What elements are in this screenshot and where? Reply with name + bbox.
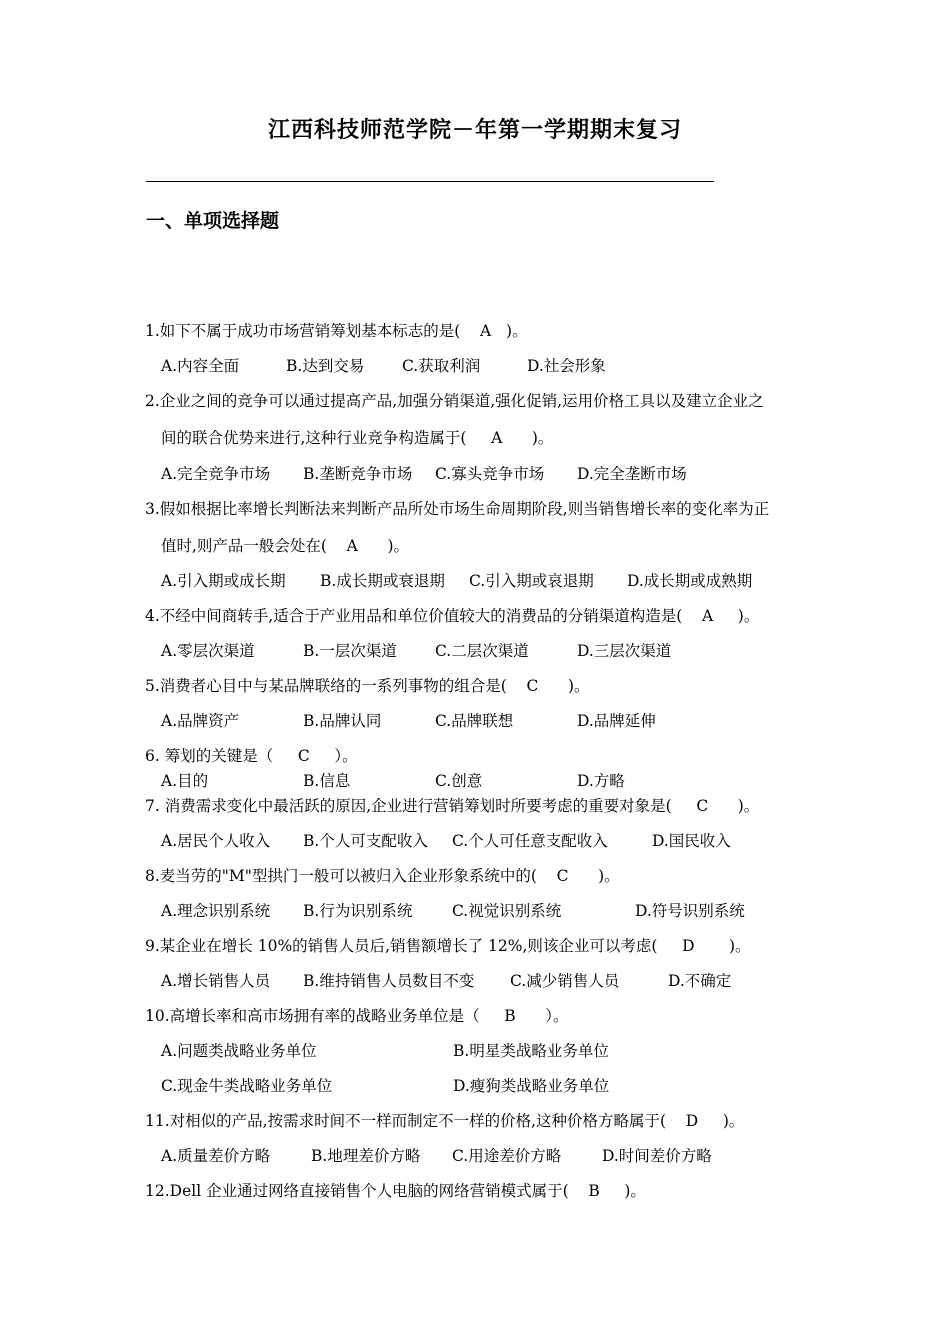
q7-option-a: A.居民个人收入 [161,832,271,850]
q5-option-c: C.品牌联想 [435,712,514,730]
q1-option-b: B.达到交易 [286,357,365,375]
q5-option-a: A.品牌资产 [161,712,240,730]
question-1-stem: 1.如下不属于成功市场营销筹划基本标志的是( A )。 [145,322,528,340]
q8-option-c: C.视觉识别系统 [452,902,562,920]
q11-option-a: A.质量差价方略 [161,1147,271,1165]
q11-option-c: C.用途差价方略 [452,1147,562,1165]
q8-option-d: D.符号识别系统 [635,902,745,920]
q4-option-b: B.一层次渠道 [303,642,397,660]
q7-option-c: C.个人可任意支配收入 [452,832,608,850]
question-12-stem: 12.Dell 企业通过网络直接销售个人电脑的网络营销模式属于( B )。 [145,1182,646,1200]
q9-option-b: B.维持销售人员数目不变 [303,972,475,990]
question-2-stem: 2.企业之间的竞争可以通过提高产品,加强分销渠道,强化促销,运用价格工具以及建立企业之 [145,392,764,410]
question-3-stem-cont: 值时,则产品一般会处在( A )。 [161,537,409,555]
q10-option-a: A.问题类战略业务单位 [161,1042,317,1060]
question-6-stem: 6. 筹划的关键是（ C ）。 [145,747,358,765]
q6-option-c: C.创意 [435,772,483,790]
q6-option-b: B.信息 [303,772,351,790]
q2-option-c: C.寡头竞争市场 [435,465,545,483]
q8-option-b: B.行为识别系统 [303,902,413,920]
q3-option-a: A.引入期或成长期 [161,572,286,590]
q10-option-c: C.现金牛类战略业务单位 [161,1077,333,1095]
q3-option-c: C.引入期或哀退期 [469,572,594,590]
q5-option-d: D.品牌延伸 [577,712,656,730]
section-heading: 一、单项选择题 [146,210,280,232]
q2-option-b: B.垄断竞争市场 [303,465,413,483]
q9-option-a: A.增长销售人员 [161,972,271,990]
q2-option-a: A.完全竞争市场 [161,465,271,483]
q4-option-c: C.二层次渠道 [435,642,529,660]
q6-option-a: A.目的 [161,772,209,790]
q10-option-d: D.瘦狗类战略业务单位 [453,1077,610,1095]
question-11-stem: 11.对相似的产品,按需求时间不一样而制定不一样的价格,这种价格方略属于( D )。 [145,1112,745,1130]
title-divider [146,181,714,182]
q7-option-d: D.国民收入 [652,832,731,850]
q1-option-d: D.社会形象 [527,357,606,375]
q4-option-a: A.零层次渠道 [161,642,255,660]
q11-option-d: D.时间差价方略 [602,1147,712,1165]
question-10-stem: 10.高增长率和高市场拥有率的战略业务单位是（ B ）。 [145,1007,569,1025]
q10-option-b: B.明星类战略业务单位 [453,1042,609,1060]
q5-option-b: B.品牌认同 [303,712,382,730]
q3-option-d: D.成长期或成熟期 [627,572,753,590]
q11-option-b: B.地理差价方略 [311,1147,421,1165]
q8-option-a: A.理念识别系统 [161,902,271,920]
question-3-stem: 3.假如根据比率增长判断法来判断产品所处市场生命周期阶段,则当销售增长率的变化率为正 [145,500,770,518]
q9-option-c: C.减少销售人员 [510,972,620,990]
q3-option-b: B.成长期或衰退期 [320,572,445,590]
q4-option-d: D.三层次渠道 [577,642,672,660]
q6-option-d: D.方略 [577,772,625,790]
question-4-stem: 4.不经中间商转手,适合于产业用品和单位价值较大的消费品的分销渠道构造是( A )。 [145,607,760,625]
question-2-stem-cont: 间的联合优势来进行,这种行业竞争构造属于( A )。 [161,429,554,447]
question-7-stem: 7. 消费需求变化中最活跃的原因,企业进行营销筹划时所要考虑的重要对象是( C )。 [145,797,760,815]
question-8-stem: 8.麦当劳的"M"型拱门一般可以被归入企业形象系统中的( C )。 [145,867,620,885]
q2-option-d: D.完全垄断市场 [577,465,687,483]
q9-option-d: D.不确定 [668,972,732,990]
q7-option-b: B.个人可支配收入 [303,832,428,850]
document-title: 江西科技师范学院－年第一学期期末复习 [267,118,682,143]
question-9-stem: 9.某企业在增长 10%的销售人员后,销售额增长了 12%,则该企业可以考虑( D )。 [145,937,751,955]
q1-option-c: C.获取利润 [402,357,481,375]
q1-option-a: A.内容全面 [161,357,240,375]
question-5-stem: 5.消费者心目中与某品牌联络的一系列事物的组合是( C )。 [145,677,590,695]
